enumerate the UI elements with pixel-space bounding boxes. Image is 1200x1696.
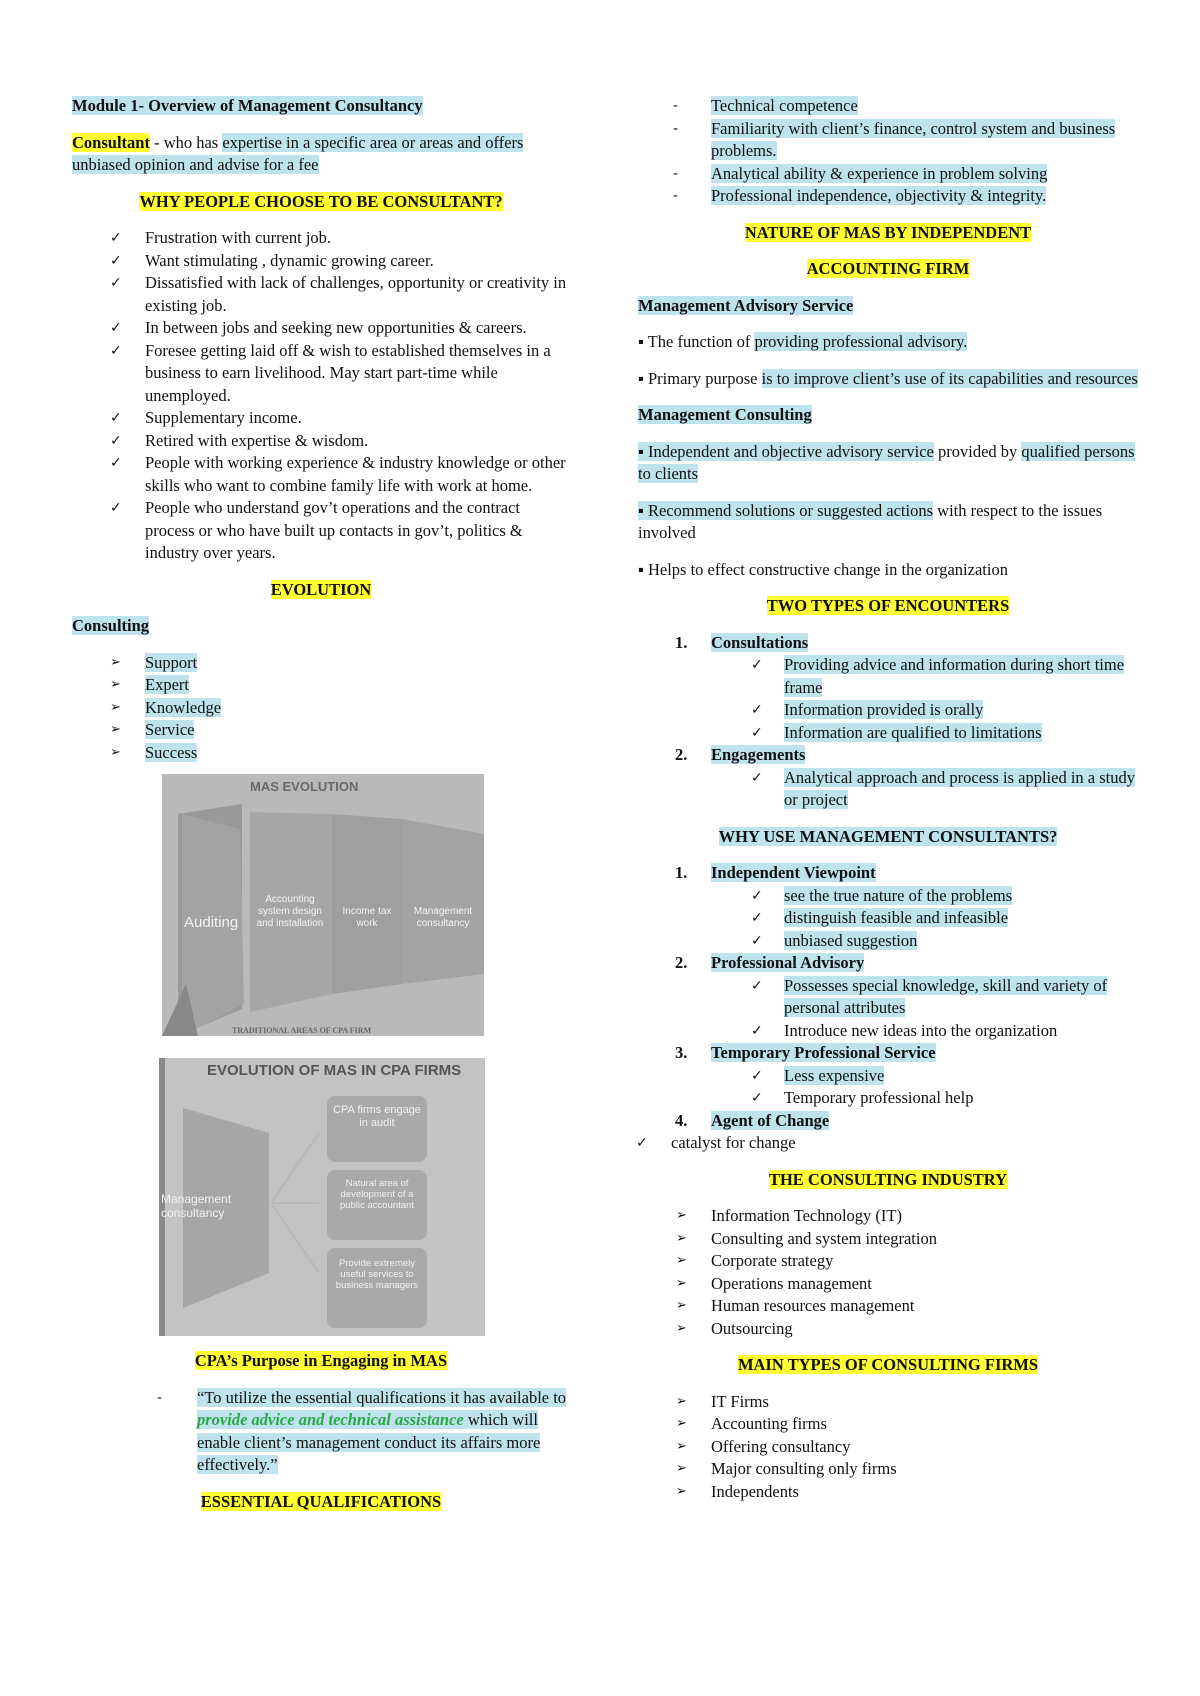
consultant-definition — [72, 132, 570, 177]
fig2-box-natural: Natural area of development of a public accountant — [340, 1178, 414, 1211]
mc-p1: ▪ Independent and objective advisory service provided by qualified persons to clients — [638, 441, 1135, 483]
sub-item-text: Possesses special knowledge, skill and variety of personal attributes — [784, 975, 1108, 1017]
why-item-text: Retired with expertise & wisdom. — [145, 430, 369, 450]
purpose-quote: - “To utilize the essential qualifications it has available to provide advice and technical assistance which will enable client’s management conduct its affairs more effectively.” — [157, 1387, 567, 1474]
numbered-item — [638, 1042, 1138, 1110]
consulting-item-text: Success — [145, 742, 198, 762]
arrow-bullet-icon: ➢ — [676, 1320, 687, 1336]
sub-item-text: Analytical approach and process is applied in a study or project — [784, 767, 1135, 809]
sub-item — [638, 722, 1138, 745]
check-icon: ✓ — [751, 1022, 763, 1039]
check-icon: ✓ — [110, 230, 122, 246]
firms-items-item — [638, 1436, 1138, 1459]
industry-items-item — [638, 1228, 1138, 1251]
check-icon: ✓ — [110, 455, 122, 471]
sub-list — [711, 767, 1138, 812]
qualification-item — [586, 185, 1138, 208]
item-text: Offering consultancy — [711, 1436, 851, 1456]
why-heading: WHY PEOPLE CHOOSE TO BE CONSULTANT? — [139, 191, 503, 211]
item-text: Operations management — [711, 1273, 872, 1293]
item-label: Independent Viewpoint — [711, 863, 876, 882]
check-icon: ✓ — [110, 275, 122, 291]
why-list — [72, 227, 570, 565]
why-use-heading: WHY USE MANAGEMENT CONSULTANTS? — [718, 826, 1058, 846]
item-label: Engagements — [711, 745, 806, 764]
consulting-item-text: Service — [145, 720, 195, 739]
sub-item-text: Less expensive — [784, 1065, 885, 1085]
numbered-item — [638, 1110, 1138, 1133]
arrow-bullet-icon: ➢ — [110, 677, 121, 692]
arrow-bullet-icon: ➢ — [676, 1483, 687, 1499]
industry-items-item — [638, 1250, 1138, 1273]
why-item — [72, 227, 570, 250]
qualification-text: Analytical ability & experience in problem solving — [711, 163, 1048, 183]
consulting-item-text: Support — [145, 652, 198, 672]
why-item — [72, 430, 570, 453]
item-number: 3. — [675, 1043, 688, 1062]
why-item — [72, 340, 570, 408]
essential-heading: ESSENTIAL QUALIFICATIONS — [200, 1491, 442, 1511]
dash-bullet: - — [673, 188, 679, 204]
sub-list — [711, 885, 1138, 953]
why-item — [72, 317, 570, 340]
sub-item-text: Information provided is orally — [784, 700, 984, 719]
sub-item — [638, 930, 1138, 953]
item-text: Major consulting only firms — [711, 1459, 897, 1478]
item-text: Outsourcing — [711, 1318, 793, 1338]
arrow-bullet-icon: ➢ — [676, 1230, 687, 1246]
why-item-text: People with working experience & industry knowledge or other skills who want to combine family life with work at home. — [145, 453, 566, 495]
numbered-item — [638, 632, 1138, 745]
firms-items-item — [638, 1458, 1138, 1481]
industry-items-item — [638, 1318, 1138, 1341]
mc-label: Management Consulting — [638, 405, 812, 424]
industry-list — [638, 1205, 1138, 1340]
nature-heading-2: ACCOUNTING FIRM — [806, 259, 970, 278]
sub-item — [638, 1020, 1138, 1043]
arrow-bullet-icon: ➢ — [676, 1253, 687, 1268]
fig2-source: Management consultancy — [161, 1192, 232, 1220]
consulting-item — [72, 652, 570, 675]
left-column — [72, 95, 570, 1513]
sub-list — [711, 975, 1138, 1043]
firms-items-item — [638, 1481, 1138, 1504]
consulting-item — [72, 697, 570, 720]
firms-heading: MAIN TYPES OF CONSULTING FIRMS — [737, 1355, 1039, 1374]
item-number: 1. — [675, 632, 688, 652]
sub-item-text: distinguish feasible and infeasible — [784, 908, 1009, 927]
fig2-title: EVOLUTION OF MAS IN CPA FIRMS — [207, 1062, 462, 1079]
mc-p3: ▪ Helps to effect constructive change in the organization — [638, 559, 1008, 579]
purpose-heading: CPA’s Purpose in Engaging in MAS — [194, 1351, 448, 1370]
check-icon: ✓ — [751, 702, 763, 718]
check-icon: ✓ — [751, 657, 763, 673]
item-text: Independents — [711, 1481, 799, 1501]
arrow-bullet-icon: ➢ — [110, 722, 121, 737]
item-number: 2. — [675, 745, 688, 764]
qualification-item — [586, 163, 1138, 186]
arrow-bullet-icon: ➢ — [110, 654, 121, 670]
why-item-text: Foresee getting laid off & wish to established themselves in a business to earn livelihood. May start part-time while unemployed. — [145, 340, 551, 405]
industry-items-item — [638, 1295, 1138, 1318]
numbered-item — [638, 952, 1138, 1042]
sub-item-text: Providing advice and information during short time frame — [784, 655, 1125, 697]
sub-item — [638, 654, 1138, 699]
mas-p1: ▪ The function of providing professional advisory. — [638, 332, 968, 351]
fig1-block-auditing: Auditing — [184, 914, 239, 931]
arrow-bullet-icon: ➢ — [676, 1298, 687, 1313]
qualification-text: Familiarity with client’s finance, control system and business problems. — [711, 118, 1116, 160]
industry-items-item — [638, 1205, 1138, 1228]
numbered-item — [638, 744, 1138, 812]
arrow-bullet-icon: ➢ — [676, 1438, 687, 1454]
numbered-item — [638, 862, 1138, 952]
why-item-text: Frustration with current job. — [145, 228, 332, 247]
qualification-item — [586, 95, 1138, 118]
consulting-item — [72, 742, 570, 765]
fig2-box-services: Provide extremely useful services to business managers — [335, 1258, 419, 1291]
dash-bullet: - — [673, 120, 679, 137]
check-icon: ✓ — [110, 252, 122, 269]
item-text: Information Technology (IT) — [711, 1206, 902, 1225]
consulting-item-text: Knowledge — [145, 697, 222, 717]
item-label: Consultations — [711, 632, 809, 652]
item-number: 4. — [675, 1110, 688, 1130]
sub-item — [638, 767, 1138, 812]
sub-item-text: see the true nature of the problems — [784, 885, 1013, 905]
sub-list — [711, 1065, 1138, 1110]
why-item-text: Want stimulating , dynamic growing career. — [145, 250, 434, 270]
consultant-term: Consultant — [72, 132, 150, 152]
why-item — [72, 497, 570, 565]
fig2-box-audit: CPA firms engage in audit — [333, 1104, 421, 1129]
fig1-title: MAS EVOLUTION — [250, 779, 359, 794]
check-icon: ✓ — [110, 342, 122, 359]
check-icon: ✓ — [751, 932, 763, 949]
encounters-heading: TWO TYPES OF ENCOUNTERS — [766, 596, 1010, 615]
item-number: 1. — [675, 863, 688, 882]
consulting-item-text: Expert — [145, 675, 189, 694]
sub-item-text: unbiased suggestion — [784, 930, 918, 950]
check-icon: ✓ — [110, 432, 122, 449]
item-label: Professional Advisory — [711, 953, 865, 972]
why-item-text: In between jobs and seeking new opportunities & careers. — [145, 318, 527, 337]
check-icon: ✓ — [751, 1067, 763, 1084]
check-icon: ✓ — [110, 500, 122, 516]
sub-item — [638, 1065, 1138, 1088]
qualifications-list — [586, 95, 1138, 208]
mc-p2: ▪ Recommend solutions or suggested actions with respect to the issues involved — [638, 500, 1103, 542]
fig1-block-accounting: Accounting system design and installation — [256, 894, 324, 929]
why-item-text: Supplementary income. — [145, 408, 302, 427]
why-item-text: People who understand gov’t operations and the contract process or who have built up contacts in gov’t, politics & industry over years. — [145, 498, 523, 562]
sub-item — [638, 1087, 1138, 1110]
check-icon: ✓ — [751, 910, 763, 926]
sub-item — [638, 885, 1138, 908]
why-item — [72, 452, 570, 497]
item-label: Temporary Professional Service — [711, 1043, 936, 1062]
consultant-dash: - who has — [149, 132, 223, 152]
mas-evolution-figure — [162, 774, 484, 1036]
item-text: IT Firms — [711, 1391, 769, 1411]
sub-item — [638, 699, 1138, 722]
arrow-bullet-icon: ➢ — [676, 1393, 687, 1409]
check-icon: ✓ — [751, 887, 763, 904]
item-text: Corporate strategy — [711, 1251, 834, 1270]
check-icon: ✓ — [110, 320, 122, 336]
arrow-bullet-icon: ➢ — [676, 1461, 687, 1476]
firms-list — [638, 1391, 1138, 1504]
consulting-item — [72, 719, 570, 742]
consulting-item — [72, 674, 570, 697]
consultant-def: expertise in a specific area or areas and offers unbiased opinion and advise for a fee — [72, 132, 524, 174]
check-icon: ✓ — [751, 977, 763, 994]
sub-list — [711, 654, 1138, 744]
sub-item — [638, 907, 1138, 930]
arrow-bullet-icon: ➢ — [676, 1275, 687, 1291]
why-item-text: Dissatisfied with lack of challenges, opportunity or creativity in existing job. — [145, 273, 567, 315]
fig1-block-management: Management consultancy — [413, 906, 473, 929]
qualification-item — [586, 118, 1138, 163]
check-icon: ✓ — [751, 1090, 763, 1106]
why-item — [72, 272, 570, 317]
sub-item-text: Temporary professional help — [784, 1088, 974, 1107]
sub-item — [638, 975, 1138, 1020]
mas-cpa-figure — [159, 1058, 485, 1336]
item-text: Consulting and system integration — [711, 1228, 937, 1248]
dash-bullet: - — [673, 165, 679, 182]
item-number: 2. — [675, 953, 688, 972]
why-use-list — [638, 862, 1138, 1132]
nature-heading-1: NATURE OF MAS BY INDEPENDENT — [744, 222, 1032, 242]
purpose-quote-list — [72, 1387, 570, 1477]
mas-label: Management Advisory Service — [638, 295, 854, 315]
item-text: Human resources management — [711, 1296, 915, 1315]
why-item — [72, 407, 570, 430]
right-column — [638, 95, 1138, 1503]
mas-p2: ▪ Primary purpose is to improve client’s use of its capabilities and resources — [638, 368, 1138, 388]
qualification-text: Technical competence — [711, 96, 858, 115]
fig1-caption: TRADITIONAL AREAS OF CPA FIRM — [232, 1026, 372, 1035]
catalyst-item: ✓ catalyst for change — [636, 1133, 796, 1152]
arrow-bullet-icon: ➢ — [676, 1208, 687, 1223]
check-icon: ✓ — [751, 724, 763, 741]
industry-heading: THE CONSULTING INDUSTRY — [768, 1169, 1008, 1189]
dash-bullet: - — [673, 98, 679, 114]
firms-items-item — [638, 1391, 1138, 1414]
evolution-heading: EVOLUTION — [270, 579, 372, 599]
module-title: Module 1- Overview of Management Consultancy — [72, 96, 423, 115]
sub-item-text: Information are qualified to limitations — [784, 722, 1042, 742]
arrow-bullet-icon: ➢ — [676, 1416, 687, 1431]
consulting-list — [72, 652, 570, 765]
item-label: Agent of Change — [711, 1110, 830, 1130]
firms-items-item — [638, 1413, 1138, 1436]
encounters-list — [638, 632, 1138, 812]
check-icon: ✓ — [751, 769, 763, 786]
qualification-text: Professional independence, objectivity & integrity. — [711, 186, 1047, 205]
sub-item-text: Introduce new ideas into the organization — [784, 1020, 1058, 1040]
industry-items-item — [638, 1273, 1138, 1296]
arrow-bullet-icon: ➢ — [110, 699, 121, 715]
item-text: Accounting firms — [711, 1414, 827, 1433]
check-icon: ✓ — [110, 410, 122, 426]
why-item — [72, 250, 570, 273]
fig1-block-income-tax: Income tax work — [342, 906, 392, 929]
arrow-bullet-icon: ➢ — [110, 744, 121, 760]
consulting-label: Consulting — [72, 616, 150, 635]
